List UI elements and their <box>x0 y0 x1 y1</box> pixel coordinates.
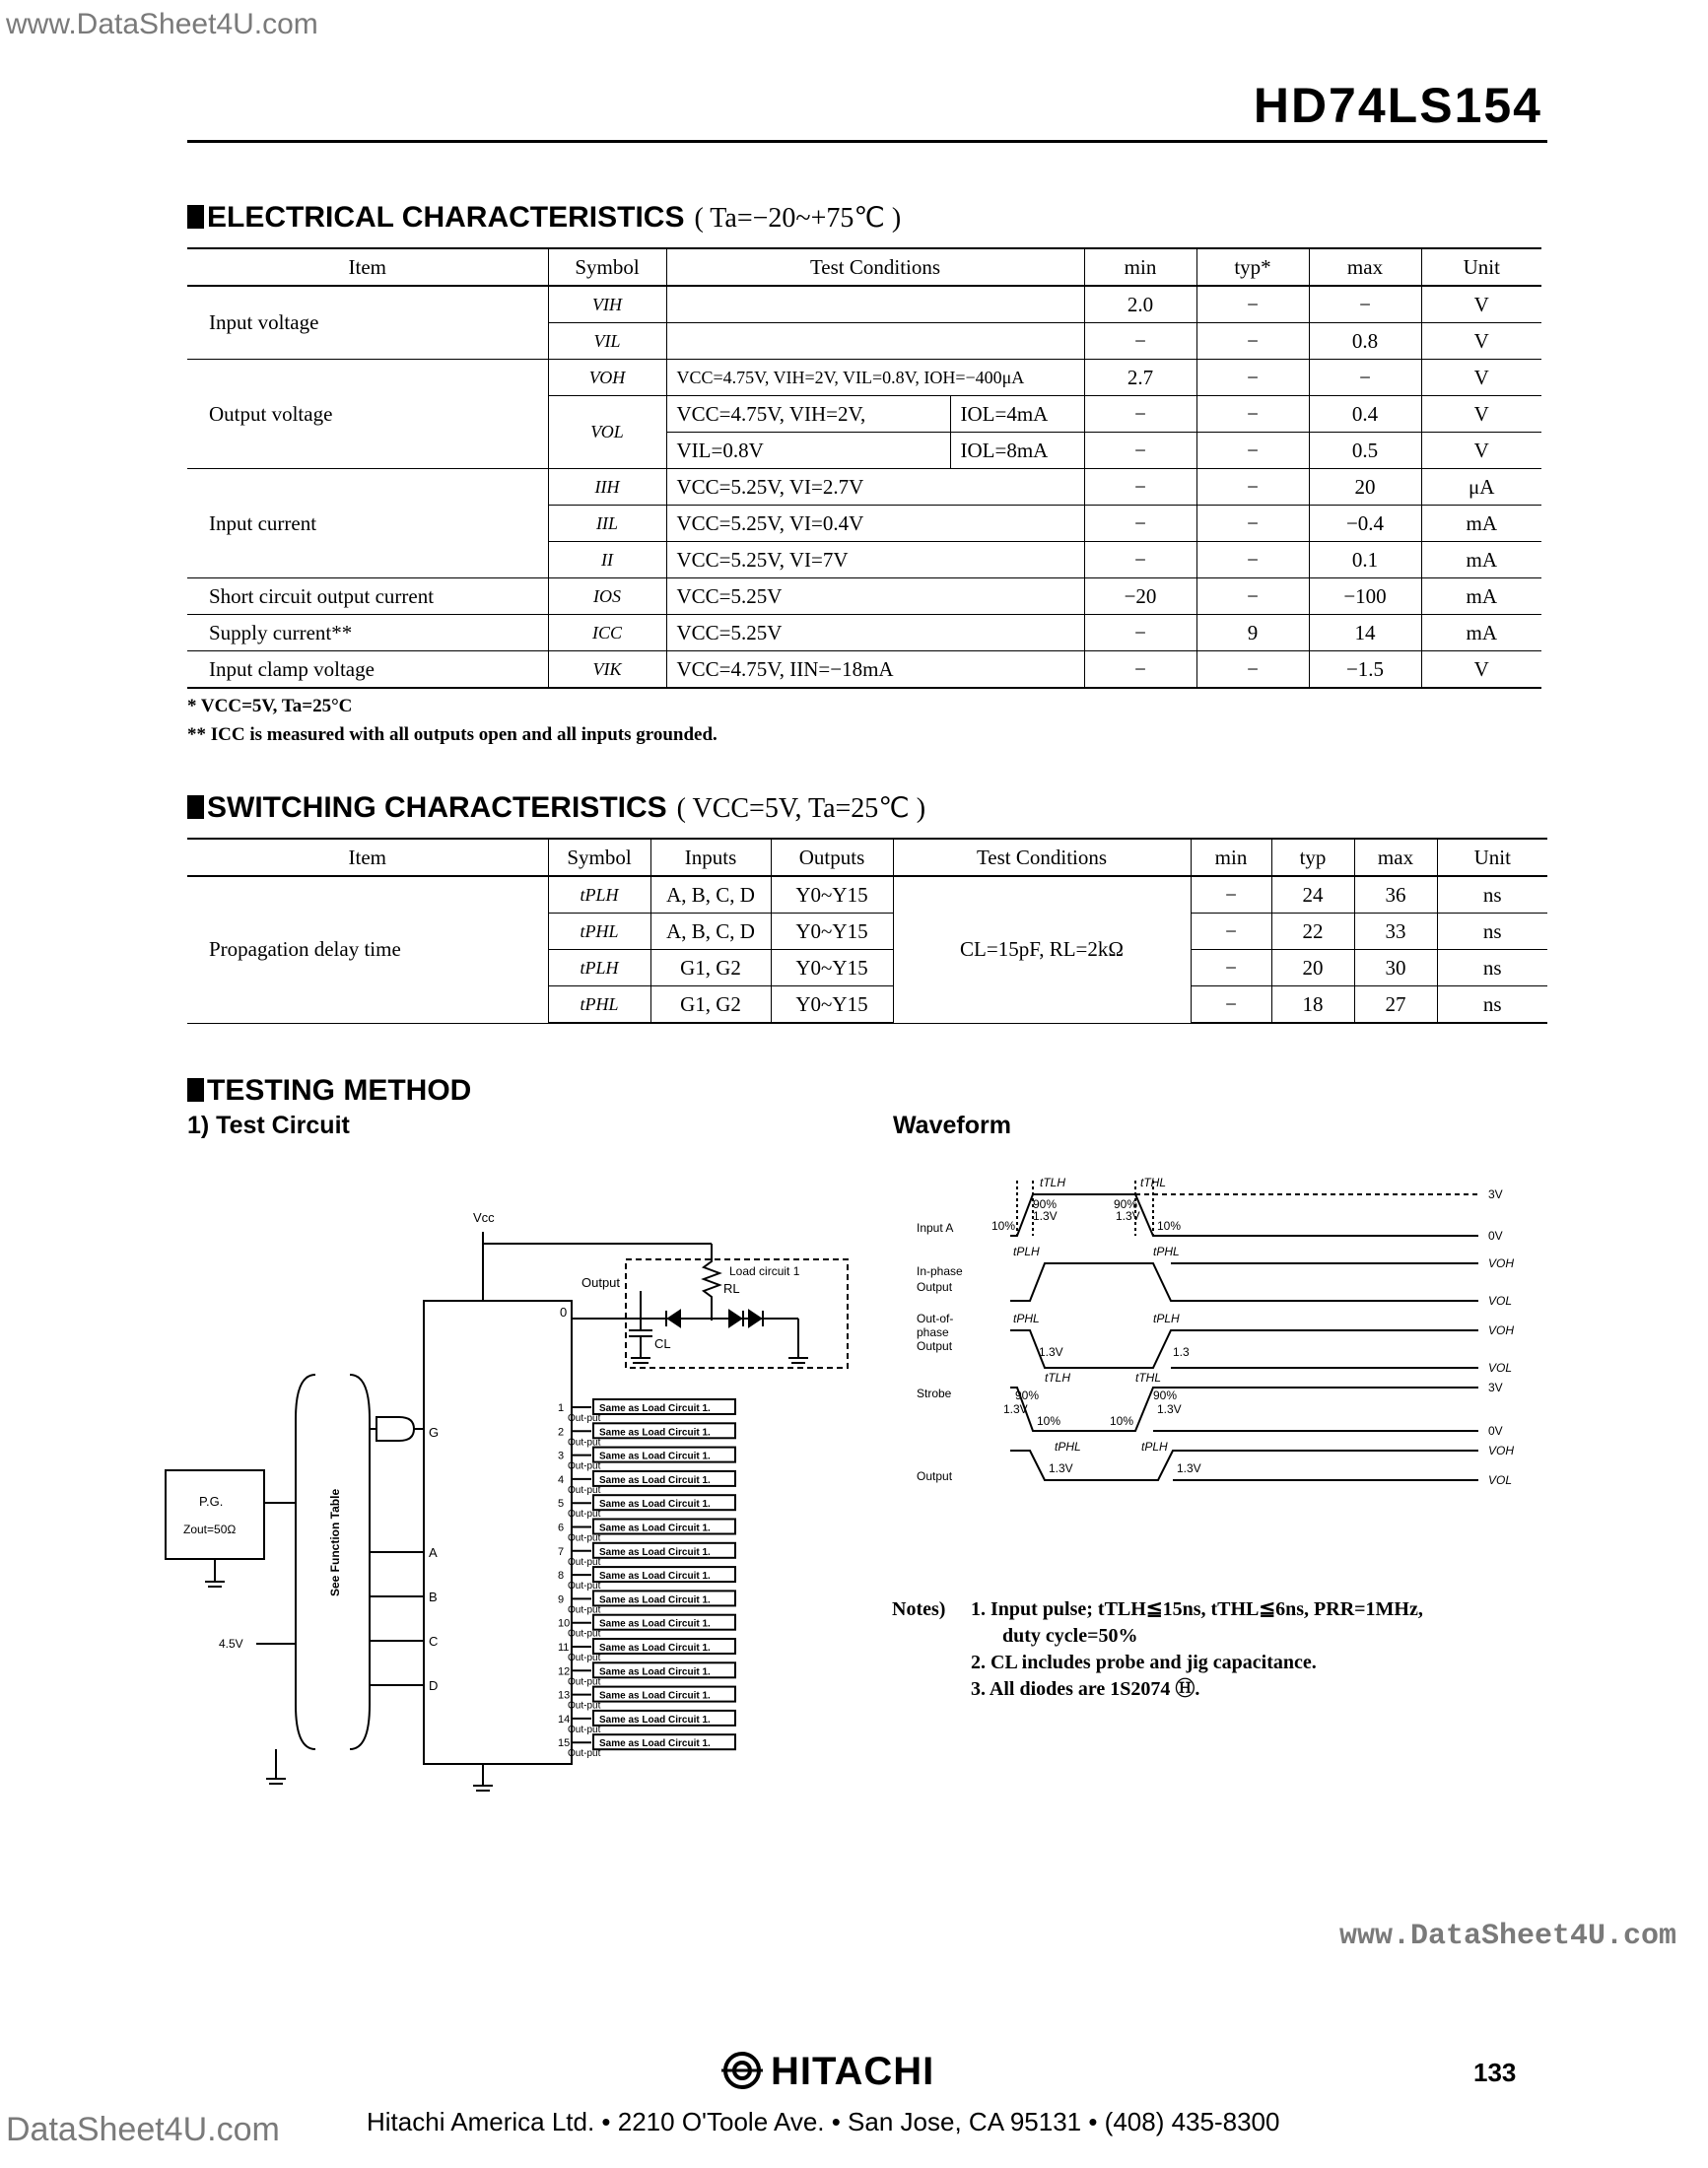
row-item: Propagation delay time <box>187 876 548 1023</box>
rl-label: RL <box>723 1281 740 1296</box>
row-symbol: IIL <box>548 506 666 542</box>
wave-vol-3: VOL <box>1488 1473 1513 1487</box>
pin-d-label: D <box>429 1678 439 1693</box>
row-item: Input voltage <box>187 286 548 360</box>
wave-tplh-2: tPLH <box>1153 1312 1180 1325</box>
col-unit: Unit <box>1421 248 1541 286</box>
note-item: duty cycle=50% <box>1002 1625 1138 1647</box>
pin-output-label: Out-put <box>568 1509 601 1521</box>
row-inputs: G1, G2 <box>650 986 771 1024</box>
row-symbol: VOH <box>548 360 666 396</box>
wave-inphase-output <box>1010 1263 1478 1301</box>
row-max: 27 <box>1354 986 1437 1024</box>
electrical-condition: ( Ta=−20~+75℃ ) <box>694 203 902 234</box>
pin-number: 12 <box>558 1665 571 1678</box>
hitachi-emblem-icon <box>719 2051 765 2090</box>
row-min: − <box>1084 433 1196 469</box>
row-test-conditions: CL=15pF, RL=2kΩ <box>893 876 1191 1023</box>
table-header-row <box>187 839 1547 876</box>
wave-tthl-2: tTHL <box>1135 1371 1162 1385</box>
pin-output-label: Out-put <box>568 1484 601 1496</box>
wave-ttlh-2: tTLH <box>1045 1371 1071 1385</box>
row-typ: − <box>1196 542 1309 578</box>
row-symbol: tPLH <box>548 876 650 914</box>
same-as-load-label: Same as Load Circuit 1. <box>599 1571 711 1583</box>
pulse-generator-box <box>166 1470 264 1559</box>
row-condition: VCC=4.75V, VIH=2V, <box>666 396 950 433</box>
pin-output-label: Out-put <box>568 1581 601 1592</box>
wave-13v-8: 1.3V <box>1177 1461 1201 1475</box>
hitachi-logo <box>719 2050 934 2094</box>
row-condition-sub: IOL=8mA <box>950 433 1084 469</box>
row-condition: VCC=4.75V, IIN=−18mA <box>666 651 1084 689</box>
row-max: 0.1 <box>1309 542 1421 578</box>
col-min: min <box>1084 248 1196 286</box>
testing-title-text: TESTING METHOD <box>207 1074 472 1107</box>
wave-input-a <box>1010 1194 1478 1236</box>
row-typ: 9 <box>1196 615 1309 651</box>
row-unit: ns <box>1437 986 1547 1024</box>
wave-3v-2: 3V <box>1488 1381 1503 1394</box>
row-min: 2.0 <box>1084 286 1196 323</box>
watermark-bottom-left: DataSheet4U.com <box>6 2111 280 2148</box>
pin-output-label: Out-put <box>568 1700 601 1712</box>
switching-title-text: SWITCHING CHARACTERISTICS <box>207 791 667 824</box>
wave-90pct-4: 90% <box>1153 1389 1178 1402</box>
row-outputs: Y0~Y15 <box>771 950 893 986</box>
notes-label: Notes) <box>892 1598 946 1620</box>
table-header-row <box>187 248 1541 286</box>
row-min: − <box>1084 542 1196 578</box>
row-min: 2.7 <box>1084 360 1196 396</box>
table-row <box>187 615 1541 651</box>
wave-0v: 0V <box>1488 1229 1503 1243</box>
row-symbol: tPHL <box>548 914 650 950</box>
switching-table <box>187 838 1547 1024</box>
ic-body <box>424 1301 572 1764</box>
pin-number: 5 <box>558 1498 565 1511</box>
pin-output-label: Out-put <box>568 1556 601 1568</box>
wave-label-outof: Out-of- <box>917 1312 954 1325</box>
section-bullet <box>187 1078 204 1102</box>
wave-strobe <box>1010 1388 1478 1431</box>
pin-output-label: Out-put <box>568 1532 601 1544</box>
watermark-top: www.DataSheet4U.com <box>6 8 318 40</box>
row-condition: VCC=5.25V, VI=0.4V <box>666 506 1084 542</box>
same-as-load-label: Same as Load Circuit 1. <box>599 1643 711 1654</box>
row-max: 30 <box>1354 950 1437 986</box>
wave-voh-2: VOH <box>1488 1323 1515 1337</box>
row-item: Output voltage <box>187 360 548 469</box>
row-unit: V <box>1421 323 1541 360</box>
table-row <box>187 286 1541 323</box>
row-condition: VCC=5.25V, VI=7V <box>666 542 1084 578</box>
pin-c-label: C <box>429 1634 439 1649</box>
row-typ: 22 <box>1271 914 1354 950</box>
pg-label: P.G. <box>199 1494 224 1509</box>
row-max: 20 <box>1309 469 1421 506</box>
wave-vol-1: VOL <box>1488 1294 1513 1308</box>
table-row <box>187 578 1541 615</box>
pin-b-label: B <box>429 1590 438 1604</box>
pin-number: 15 <box>558 1737 571 1750</box>
row-max: 33 <box>1354 914 1437 950</box>
row-min: − <box>1191 914 1271 950</box>
pin-number: 3 <box>558 1450 565 1462</box>
row-outputs: Y0~Y15 <box>771 876 893 914</box>
row-max: − <box>1309 286 1421 323</box>
wave-tphl-1: tPHL <box>1153 1245 1180 1258</box>
row-max: −0.4 <box>1309 506 1421 542</box>
same-as-load-label: Same as Load Circuit 1. <box>599 1546 711 1558</box>
row-outputs: Y0~Y15 <box>771 914 893 950</box>
row-outputs: Y0~Y15 <box>771 986 893 1024</box>
row-min: − <box>1191 876 1271 914</box>
row-typ: − <box>1196 469 1309 506</box>
wave-13-4: 1.3 <box>1173 1345 1190 1359</box>
row-symbol: VIH <box>548 286 666 323</box>
function-table-label: See Function Table <box>328 1488 342 1596</box>
output-label: Output <box>581 1275 621 1290</box>
row-inputs: A, B, C, D <box>650 914 771 950</box>
notes-list <box>971 1596 1464 1703</box>
row-typ: − <box>1196 578 1309 615</box>
row-item: Supply current** <box>187 615 548 651</box>
footnote-1: * VCC=5V, Ta=25°C <box>187 696 353 716</box>
row-symbol: IIH <box>548 469 666 506</box>
wave-label-input-a: Input A <box>917 1221 954 1235</box>
wave-3v: 3V <box>1488 1187 1503 1201</box>
wave-label-strobe: Strobe <box>917 1387 952 1400</box>
footer-address: Hitachi America Ltd. • 2210 O'Toole Ave. • San Jose, CA 95131 • (408) 435-8300 <box>367 2107 1280 2136</box>
table-row <box>187 651 1541 689</box>
col-max: max <box>1354 839 1437 876</box>
row-typ: − <box>1196 506 1309 542</box>
wave-label-output: Output <box>917 1469 953 1483</box>
row-symbol: VOL <box>548 396 666 469</box>
table-row <box>187 876 1547 914</box>
wave-0v-2: 0V <box>1488 1424 1503 1438</box>
pin-output-label: Out-put <box>568 1628 601 1640</box>
row-unit: ns <box>1437 876 1547 914</box>
col-unit: Unit <box>1437 839 1547 876</box>
row-typ: 18 <box>1271 986 1354 1024</box>
note-item: 1. Input pulse; tTLH≦15ns, tTHL≦6ns, PRR=1MHz, <box>971 1598 1423 1620</box>
row-condition: VCC=5.25V, VI=2.7V <box>666 469 1084 506</box>
pin-number: 6 <box>558 1522 565 1534</box>
pin-number: 8 <box>558 1570 565 1583</box>
row-max: 0.5 <box>1309 433 1421 469</box>
row-inputs: A, B, C, D <box>650 876 771 914</box>
same-as-load-label: Same as Load Circuit 1. <box>599 1618 711 1630</box>
electrical-title <box>187 201 901 235</box>
wave-13v-1: 1.3V <box>1033 1209 1058 1223</box>
wave-13v-6: 1.3V <box>1157 1402 1182 1416</box>
pin-output-label: Out-put <box>568 1653 601 1663</box>
row-unit: ns <box>1437 950 1547 986</box>
same-as-load-label: Same as Load Circuit 1. <box>599 1714 711 1726</box>
pin-0-label: 0 <box>560 1305 568 1320</box>
row-condition: VCC=5.25V <box>666 615 1084 651</box>
same-as-load-label: Same as Load Circuit 1. <box>599 1690 711 1702</box>
row-typ: − <box>1196 651 1309 689</box>
switching-title <box>187 791 925 825</box>
wave-90pct: 90% <box>1033 1197 1058 1211</box>
pin-output-label: Out-put <box>568 1413 601 1424</box>
pin-number: 13 <box>558 1689 571 1702</box>
wave-90pct-2: 90% <box>1114 1197 1138 1211</box>
pin-number: 14 <box>558 1713 571 1726</box>
wave-voh-1: VOH <box>1488 1256 1515 1270</box>
row-min: − <box>1084 396 1196 433</box>
wave-13v-3: 1.3V <box>1039 1345 1063 1359</box>
row-item: Short circuit output current <box>187 578 548 615</box>
row-symbol: tPLH <box>548 950 650 986</box>
table-row <box>187 360 1541 396</box>
pin-number: 9 <box>558 1593 565 1606</box>
pin-output-label: Out-put <box>568 1437 601 1449</box>
same-as-load-label: Same as Load Circuit 1. <box>599 1451 711 1462</box>
row-condition <box>666 286 1084 323</box>
row-min: − <box>1084 469 1196 506</box>
same-as-load-label: Same as Load Circuit 1. <box>599 1403 711 1414</box>
wave-label-inphase-output: Output <box>917 1280 953 1294</box>
wave-tplh-3: tPLH <box>1141 1440 1168 1454</box>
row-typ: − <box>1196 396 1309 433</box>
wave-tphl-3: tPHL <box>1055 1440 1081 1454</box>
row-max: −1.5 <box>1309 651 1421 689</box>
footnote-2: ** ICC is measured with all outputs open and all inputs grounded. <box>187 724 717 745</box>
col-test-conditions: Test Conditions <box>666 248 1084 286</box>
pin-a-label: A <box>429 1545 438 1560</box>
testing-title <box>187 1074 471 1108</box>
row-unit: mA <box>1421 578 1541 615</box>
page-number: 133 <box>1473 2058 1517 2087</box>
row-unit: mA <box>1421 615 1541 651</box>
pin-output-label: Out-put <box>568 1676 601 1688</box>
v45-label: 4.5V <box>219 1637 243 1651</box>
row-condition: VIL=0.8V <box>666 433 950 469</box>
row-unit: V <box>1421 286 1541 323</box>
same-as-load-label: Same as Load Circuit 1. <box>599 1738 711 1750</box>
col-item: Item <box>187 248 548 286</box>
vcc-label: Vcc <box>473 1210 495 1225</box>
pin-number: 11 <box>558 1642 570 1654</box>
row-condition: VCC=4.75V, VIH=2V, VIL=0.8V, IOH=−400μA <box>666 360 1084 396</box>
note-item: 2. CL includes probe and jig capacitance. <box>971 1652 1317 1673</box>
col-min: min <box>1191 839 1271 876</box>
col-inputs: Inputs <box>650 839 771 876</box>
same-as-load-label: Same as Load Circuit 1. <box>599 1666 711 1678</box>
same-as-load-label: Same as Load Circuit 1. <box>599 1474 711 1486</box>
electrical-table <box>187 247 1541 689</box>
wave-13v-7: 1.3V <box>1049 1461 1073 1475</box>
pg-zout-label: Zout=50Ω <box>183 1523 237 1536</box>
pin-output-label: Out-put <box>568 1748 601 1760</box>
same-as-load-label: Same as Load Circuit 1. <box>599 1427 711 1439</box>
wave-10pct: 10% <box>991 1219 1016 1233</box>
wave-tplh-1: tPLH <box>1013 1245 1040 1258</box>
waveform-label: Waveform <box>893 1112 1011 1139</box>
wave-tthl: tTHL <box>1140 1176 1167 1189</box>
row-symbol: tPHL <box>548 986 650 1024</box>
wave-ttlh: tTLH <box>1040 1176 1066 1189</box>
row-symbol: VIK <box>548 651 666 689</box>
row-min: − <box>1191 950 1271 986</box>
wave-10pct-3: 10% <box>1037 1414 1061 1428</box>
col-typ: typ* <box>1196 248 1309 286</box>
electrical-title-text: ELECTRICAL CHARACTERISTICS <box>207 201 685 234</box>
row-max: 36 <box>1354 876 1437 914</box>
row-max: 14 <box>1309 615 1421 651</box>
col-item: Item <box>187 839 548 876</box>
row-unit: V <box>1421 651 1541 689</box>
row-symbol: IOS <box>548 578 666 615</box>
row-unit: mA <box>1421 542 1541 578</box>
logo-text: HITACHI <box>771 2050 935 2093</box>
row-condition-sub: IOL=4mA <box>950 396 1084 433</box>
wave-outofphase-output <box>1010 1330 1478 1368</box>
row-min: − <box>1084 651 1196 689</box>
row-item: Input current <box>187 469 548 578</box>
wave-label-outofphase-output: Output <box>917 1339 953 1353</box>
col-outputs: Outputs <box>771 839 893 876</box>
col-max: max <box>1309 248 1421 286</box>
row-typ: 20 <box>1271 950 1354 986</box>
pin-output-label: Out-put <box>568 1724 601 1735</box>
col-test-conditions: Test Conditions <box>893 839 1191 876</box>
row-unit: V <box>1421 396 1541 433</box>
row-unit: V <box>1421 360 1541 396</box>
row-inputs: G1, G2 <box>650 950 771 986</box>
row-max: 0.8 <box>1309 323 1421 360</box>
wave-label-inphase: In-phase <box>917 1264 963 1278</box>
row-min: − <box>1191 986 1271 1024</box>
row-condition: VCC=5.25V <box>666 578 1084 615</box>
row-min: − <box>1084 323 1196 360</box>
pin-output-label: Out-put <box>568 1604 601 1616</box>
switching-condition: ( VCC=5V, Ta=25℃ ) <box>676 793 926 824</box>
pin-number: 10 <box>558 1617 571 1630</box>
cl-label: CL <box>654 1336 671 1351</box>
row-unit: V <box>1421 433 1541 469</box>
wave-vol-2: VOL <box>1488 1361 1513 1375</box>
row-symbol: ICC <box>548 615 666 651</box>
row-symbol: VIL <box>548 323 666 360</box>
test-circuit-label: 1) Test Circuit <box>187 1112 350 1139</box>
same-as-load-label: Same as Load Circuit 1. <box>599 1594 711 1606</box>
row-typ: − <box>1196 323 1309 360</box>
row-min: − <box>1084 506 1196 542</box>
row-symbol: II <box>548 542 666 578</box>
row-min: − <box>1084 615 1196 651</box>
row-max: − <box>1309 360 1421 396</box>
section-bullet <box>187 795 204 819</box>
col-symbol: Symbol <box>548 248 666 286</box>
test-circuit-diagram <box>148 1183 877 1833</box>
wave-tphl-2: tPHL <box>1013 1312 1040 1325</box>
same-as-load-label: Same as Load Circuit 1. <box>599 1499 711 1511</box>
wave-10pct-4: 10% <box>1110 1414 1134 1428</box>
table-row <box>187 469 1541 506</box>
row-max: 0.4 <box>1309 396 1421 433</box>
watermark-bottom-right: www.DataSheet4U.com <box>1338 1920 1676 1953</box>
load-circuit-label: Load circuit 1 <box>729 1264 800 1278</box>
pin-number: 1 <box>558 1402 565 1414</box>
wave-10pct-2: 10% <box>1157 1219 1182 1233</box>
row-min: −20 <box>1084 578 1196 615</box>
same-as-load-label: Same as Load Circuit 1. <box>599 1523 711 1534</box>
wave-voh-3: VOH <box>1488 1444 1515 1457</box>
waveform-diagram <box>907 1173 1547 1527</box>
wave-output <box>1010 1451 1478 1480</box>
wave-13v-5: 1.3V <box>1003 1402 1028 1416</box>
row-item: Input clamp voltage <box>187 651 548 689</box>
note-item: 3. All diodes are 1S2074 Ⓗ. <box>971 1678 1200 1700</box>
pin-number: 7 <box>558 1545 565 1558</box>
row-unit: μA <box>1421 469 1541 506</box>
wave-90pct-3: 90% <box>1015 1389 1040 1402</box>
part-number: HD74LS154 <box>1253 78 1542 133</box>
pin-output-label: Out-put <box>568 1460 601 1472</box>
pin-g-label: G <box>429 1425 440 1440</box>
wave-13v-2: 1.3V <box>1116 1209 1140 1223</box>
row-unit: ns <box>1437 914 1547 950</box>
row-max: −100 <box>1309 578 1421 615</box>
col-symbol: Symbol <box>548 839 650 876</box>
row-typ: − <box>1196 286 1309 323</box>
row-typ: 24 <box>1271 876 1354 914</box>
col-typ: typ <box>1271 839 1354 876</box>
wave-label-phase: phase <box>917 1325 949 1339</box>
section-bullet <box>187 205 204 229</box>
row-typ: − <box>1196 360 1309 396</box>
row-condition <box>666 323 1084 360</box>
pin-number: 4 <box>558 1473 565 1486</box>
row-typ: − <box>1196 433 1309 469</box>
row-unit: mA <box>1421 506 1541 542</box>
pin-number: 2 <box>558 1426 565 1439</box>
header-rule <box>187 140 1547 143</box>
